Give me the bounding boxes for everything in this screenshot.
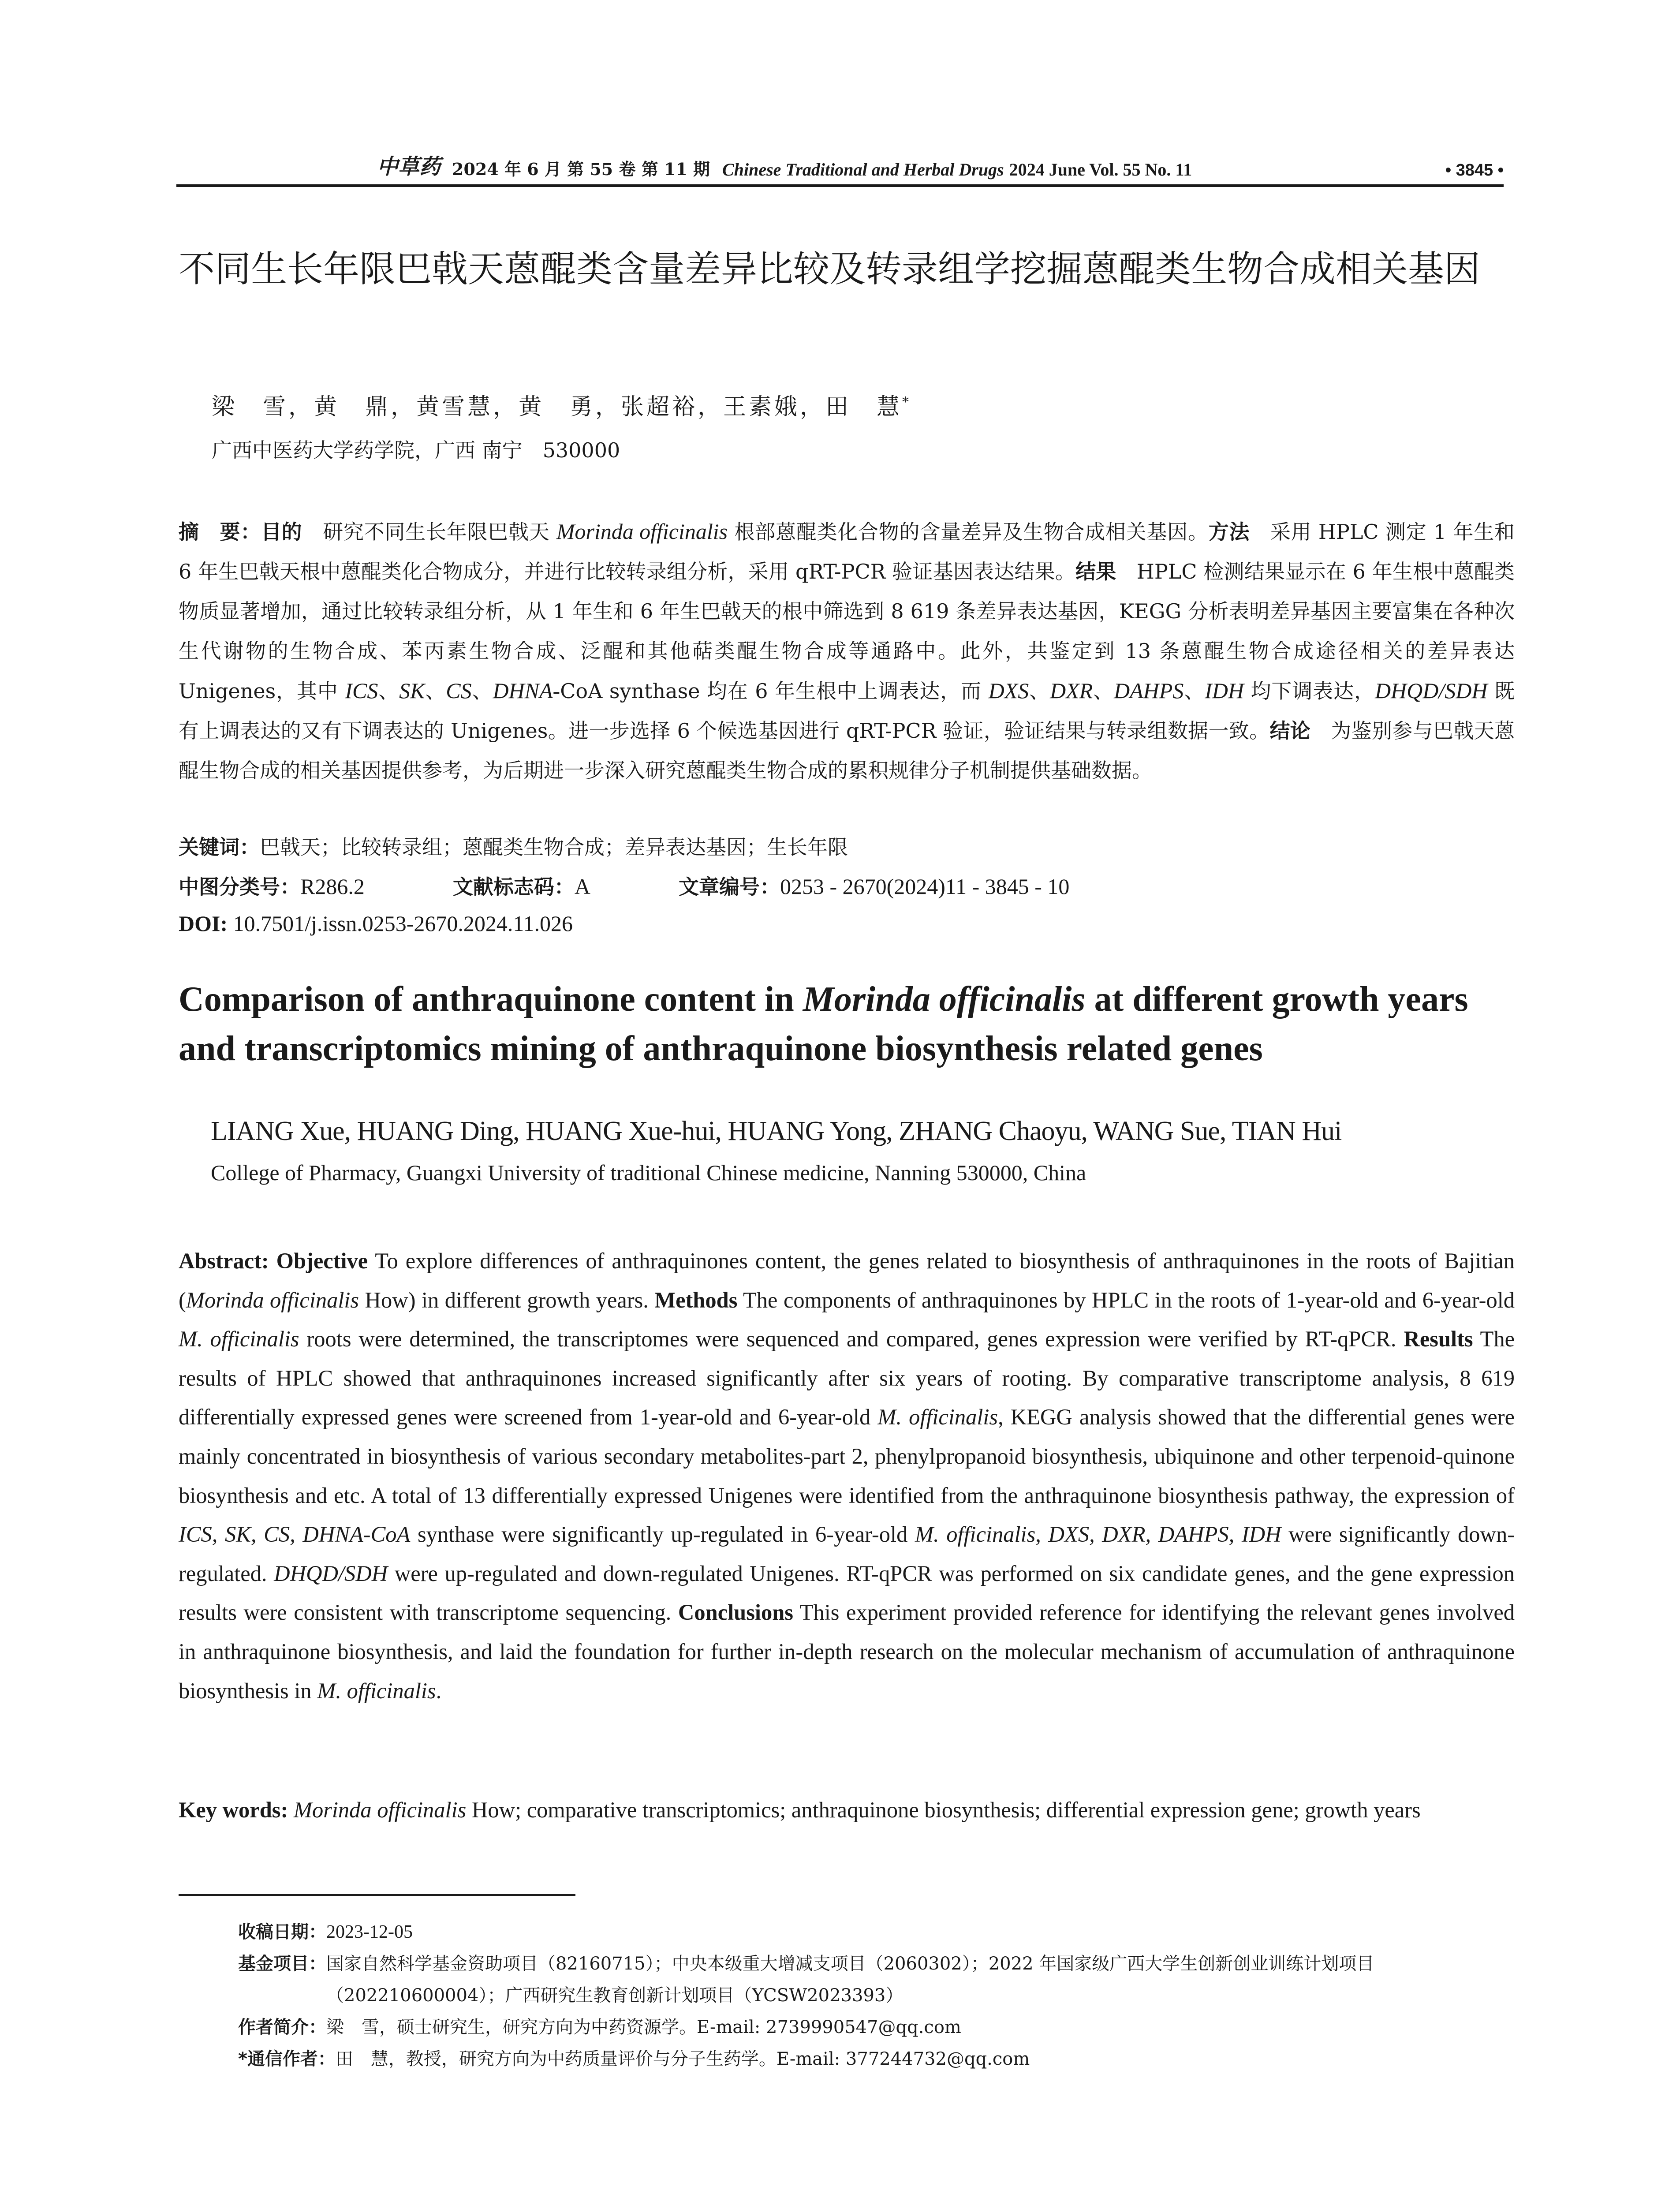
- results-text-cn-2: CoA synthase 均在 6 年生根中上调表达，而: [560, 679, 989, 703]
- methods-label-cn: 方法: [1208, 520, 1250, 544]
- document-code: [453, 871, 590, 900]
- separator: 、: [425, 679, 446, 703]
- chinese-affiliation: 广西中医药大学药学院，广西 南宁 530000: [212, 438, 620, 462]
- gene-ics: ICS: [345, 678, 378, 703]
- gene-dhqd-sdh: DHQD/SDH: [1374, 678, 1488, 703]
- chinese-author-list: 梁 雪，黄 鼎，黄雪慧，黄 勇，张超裕，王素娥，田 慧: [212, 394, 903, 420]
- footnote-fund: [238, 1948, 1515, 2011]
- footnote-corresponding: [238, 2043, 1515, 2075]
- issue-en: 2024 June Vol. 55 No. 11: [1009, 160, 1192, 179]
- results-label-en: Results: [1404, 1327, 1473, 1352]
- author-bio-text: 梁 雪，硕士研究生，研究方向为中药资源学。E-mail: 2739990547@qq.com: [326, 2017, 961, 2037]
- english-affiliation: College of Pharmacy, Guangxi University of traditional Chinese medicine, Nanning 530000, China: [211, 1160, 1086, 1185]
- species-name: Morinda officinalis: [556, 519, 728, 544]
- separator: ,: [1035, 1522, 1049, 1547]
- footnote-author: [238, 2011, 1515, 2043]
- species-abbrev: M. officinalis: [317, 1678, 436, 1703]
- gene-dhna: DHNA-: [493, 678, 560, 703]
- results-text-cn-4: 既有上调表达的又有下调表达的 Unigenes。进一步选择 6 个候选基因进行 qRT-PCR 验证，验证结果与转录组数据一致。: [179, 679, 1515, 743]
- species-abbrev: M. officinalis: [915, 1522, 1036, 1547]
- results-text-cn: HPLC 检测结果显示在 6 年生根中蒽醌类物质显著增加，通过比较转录组分析，从 1 年生和 6 年生巴戟天的根中筛选到 8 619 条差异表达基因，KEGG 分析表明差异基因主要富集在各种次生代谢物的生物合成、苯丙素生物合成、泛醌和其他萜类醌生物合成等通路中。此外，共鉴定到 13 条蒽醌生物合成途径相关的差异表达 Unigenes，其中: [179, 560, 1515, 703]
- gene-sk: SK: [399, 678, 425, 703]
- article-no-label: 文章编号：: [678, 875, 780, 899]
- chinese-title: 不同生长年限巴戟天蒽醌类含量差异比较及转录组学挖掘蒽醌类生物合成相关基因: [179, 248, 1481, 290]
- conclusion-text-cn: 为鉴别参与巴戟天蒽醌生物合成的相关基因提供参考，为后期进一步深入研究蒽醌类生物合成的累积规律分子机制提供基础数据。: [179, 719, 1515, 782]
- footnote-received: [238, 1916, 1515, 1948]
- footnote-divider: [179, 1894, 575, 1896]
- results-text-en-3: synthase were significantly up-regulated in 6-year-old: [410, 1522, 915, 1547]
- doi: [179, 911, 1515, 936]
- english-keywords: [179, 1790, 1515, 1830]
- running-header: [176, 140, 1504, 187]
- chinese-authors: [212, 388, 911, 421]
- objective-text-en: To explore differences of anthraquinones content, the genes related to biosynthesis of anthraquinones in the roots of Bajitian (: [179, 1248, 1515, 1312]
- conclusion-label-cn: 结论: [1269, 719, 1311, 743]
- results-text-en-5: were up-regulated and down-regulated Unigenes. RT-qPCR was performed on six candidate genes, and the gene expression results were consistent with transcriptome sequencing.: [179, 1561, 1515, 1625]
- english-title-species: Morinda officinalis: [803, 980, 1086, 1019]
- doi-label: DOI:: [179, 911, 228, 936]
- objective-text-cn: 研究不同生长年限巴戟天: [302, 520, 556, 544]
- fund-text: 国家自然科学基金资助项目（82160715）；中央本级重大增减支项目（2060302）；2022 年国家级广西大学生创新创业训练计划项目（202210600004）；广西研究生教育创新计划项目（YCSW2023393）: [326, 1954, 1374, 2006]
- corresponding-label: *通信作者：: [238, 2049, 336, 2069]
- keywords-text-en: How; comparative transcriptomics; anthraquinone biosynthesis; differential expression gene; growth years: [466, 1798, 1421, 1822]
- footnotes: [238, 1916, 1515, 2075]
- english-title: [179, 975, 1515, 1073]
- separator: 、: [1093, 679, 1114, 703]
- gene-cs: CS: [446, 678, 472, 703]
- english-title-part-1: Comparison of anthraquinone content in: [179, 980, 803, 1019]
- article-number: [679, 871, 1069, 900]
- doi-value[interactable]: 10.7501/j.issn.0253-2670.2024.11.026: [228, 911, 573, 936]
- results-text-en-2: , KEGG analysis showed that the differential genes were mainly concentrated in biosynthesis of various secondary metabolites-part 2, phenylpropanoid biosynthesis, ubiquinone and other terpenoid-quinone biosynthesis and etc. A total of 13 differentially expressed Unigenes were identified from the anthraquinone biosynthesis pathway, the expression of: [179, 1405, 1515, 1508]
- objective-text-en-2: How) in different growth years.: [359, 1287, 655, 1312]
- clc-number: [179, 871, 365, 900]
- methods-text-en: The components of anthraquinones by HPLC in the roots of 1-year-old and 6-year-old: [737, 1287, 1515, 1312]
- received-label: 收稿日期：: [238, 1922, 326, 1942]
- results-text-cn-3: 均下调表达，: [1244, 679, 1375, 703]
- upregulated-genes: ICS, SK, CS, DHNA-CoA: [179, 1522, 411, 1547]
- gene-dxr: DXR: [1050, 678, 1093, 703]
- keywords-label-cn: 关键词：: [179, 835, 260, 859]
- separator: 、: [1029, 679, 1050, 703]
- clc-label: 中图分类号：: [179, 875, 300, 899]
- methods-label-en: Methods: [654, 1287, 738, 1312]
- corresponding-text: 田 慧，教授，研究方向为中药质量评价与分子生药学。E-mail: 377244732@qq.com: [335, 2049, 1030, 2069]
- english-abstract: [179, 1241, 1515, 1710]
- doc-code-value: A: [574, 874, 590, 899]
- conclusions-label-en: Conclusions: [678, 1600, 793, 1625]
- doc-code-label: 文献标志码：: [452, 875, 575, 899]
- methods-text-en-2: roots were determined, the transcriptomes were sequenced and compared, genes expression were verified by RT-qPCR.: [299, 1327, 1404, 1352]
- separator: 、: [378, 679, 399, 703]
- results-text-en-4: were significantly down-regulated.: [179, 1522, 1515, 1586]
- english-authors: LIANG Xue, HUANG Ding, HUANG Xue-hui, HUANG Yong, ZHANG Chaoyu, WANG Sue, TIAN Hui: [211, 1116, 1342, 1146]
- english-title-part-2: at different growth years and transcriptomics mining of anthraquinone biosynthesis related genes: [179, 980, 1468, 1068]
- issue-cn: 2024 年 6 月 第 55 卷 第 11 期: [452, 159, 710, 179]
- chinese-abstract: [179, 512, 1515, 790]
- abstract-label-cn: 摘 要：: [179, 520, 261, 544]
- separator: 、: [471, 679, 493, 703]
- gene-dahps: DAHPS: [1114, 678, 1184, 703]
- received-date: 2023-12-05: [326, 1922, 413, 1942]
- chinese-keywords: [179, 831, 1515, 860]
- conclusions-text-en: This experiment provided reference for identifying the relevant genes involved in anthraquinone biosynthesis, and laid the foundation for further in-depth research on the molecular mechanism of accumulation of anthraquinone biosynthesis in: [179, 1600, 1515, 1703]
- downregulated-genes: DXS, DXR, DAHPS, IDH: [1048, 1522, 1281, 1547]
- species-name-en: Morinda officinalis: [186, 1287, 359, 1312]
- results-text-en: The results of HPLC showed that anthraquinones increased significantly after six years of rooting. By comparative transcriptome analysis, 8 619 differentially expressed genes were screened from 1-year-old and 6-year-old: [179, 1327, 1515, 1430]
- separator: 、: [1183, 679, 1205, 703]
- gene-dhqd-sdh-en: DHQD/SDH: [274, 1561, 388, 1586]
- species-abbrev: M. officinalis: [877, 1405, 998, 1430]
- results-label-cn: 结果: [1075, 560, 1116, 583]
- keywords-text-cn: 巴戟天；比较转录组；蒽醌类生物合成；差异表达基因；生长年限: [260, 835, 848, 859]
- corresponding-mark: *: [902, 394, 912, 410]
- gene-idh: IDH: [1205, 678, 1244, 703]
- article-no-value: 0253 - 2670(2024)11 - 3845 - 10: [780, 874, 1070, 899]
- page-number: • 3845 •: [1445, 161, 1504, 179]
- clc-value: R286.2: [300, 874, 365, 899]
- methods-text-cn: 采用 HPLC 测定 1 年生和 6 年生巴戟天根中蒽醌类化合物成分，并进行比较转录组分析，采用 qRT-PCR 验证基因表达结果。: [179, 520, 1515, 583]
- fund-label: 基金项目：: [238, 1954, 326, 1974]
- keywords-species: Morinda officinalis: [288, 1798, 467, 1822]
- species-abbrev: M. officinalis: [179, 1327, 299, 1352]
- keywords-label-en: Key words:: [179, 1798, 288, 1822]
- period: .: [436, 1678, 442, 1703]
- objective-label-cn: 目的: [261, 520, 302, 544]
- classification-row: [179, 871, 1515, 900]
- gene-dxs: DXS: [988, 678, 1029, 703]
- abstract-objective-label-en: Abstract: Objective: [179, 1248, 368, 1273]
- objective-text-cn-2: 根部蒽醌类化合物的含量差异及生物合成相关基因。: [728, 520, 1209, 544]
- journal-name-en: Chinese Traditional and Herbal Drugs: [722, 160, 1004, 179]
- author-bio-label: 作者简介：: [238, 2017, 326, 2037]
- journal-logo-cn: 中草药: [377, 154, 441, 179]
